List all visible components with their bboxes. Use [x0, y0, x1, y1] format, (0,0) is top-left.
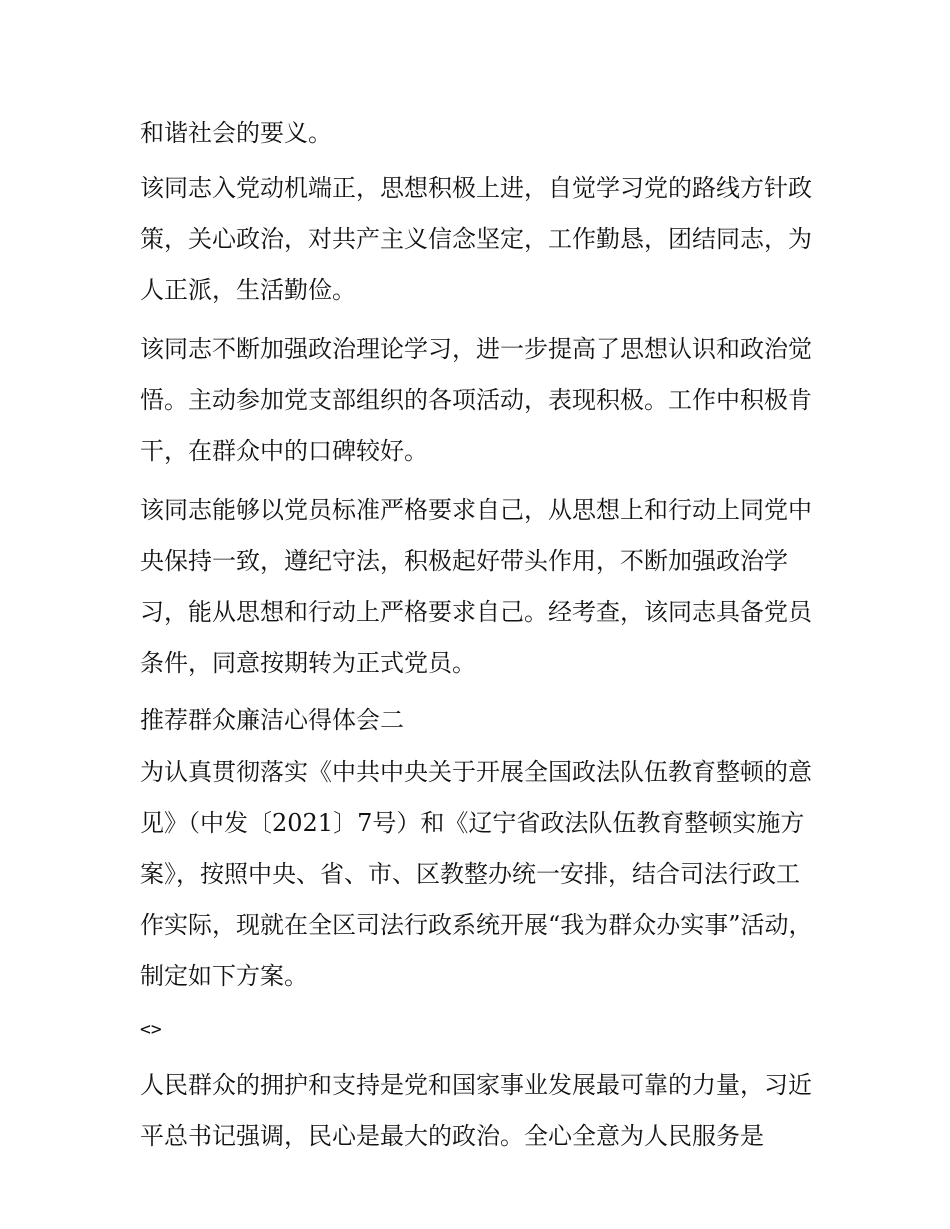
section-marker: <>	[140, 1019, 162, 1040]
paragraph-closing: 人民群众的拥护和支持是党和国家事业发展最可靠的力量，习近平总书记强调，民心是最大的政治。全心全意为人民服务是	[140, 1071, 812, 1150]
paragraph-continuation: 和谐社会的要义。	[140, 119, 332, 147]
paragraph-evaluation: 该同志能够以党员标准严格要求自己，从思想上和行动上同党中央保持一致，遵纪守法，积极起好带头作用，不断加强政治学习，能从思想和行动上严格要求自己。经考查，该同志具备党员条件，同意按期转为正式党员。	[140, 496, 812, 677]
paragraph-intro: 为认真贯彻落实《中共中央关于开展全国政法队伍教育整顿的意见》（中发〔2021〕7号）和《辽宁省政法队伍教育整顿实施方案》，按照中央、省、市、区教整办统一安排，结合司法行政工作实际，现就在全区司法行政系统开展“我为群众办实事”活动，制定如下方案。	[140, 758, 813, 990]
document-body	[140, 108, 820, 1170]
paragraph-study: 该同志不断加强政治理论学习，进一步提高了思想认识和政治觉悟。主动参加党支部组织的各项活动，表现积极。工作中积极肯干，在群众中的口碑较好。	[140, 335, 812, 465]
paragraph-motivation: 该同志入党动机端正，思想积极上进，自觉学习党的路线方针政策，关心政治，对共产主义信念坚定，工作勤恳，团结同志，为人正派，生活勤俭。	[140, 174, 812, 304]
section-heading: 推荐群众廉洁心得体会二	[140, 706, 404, 734]
